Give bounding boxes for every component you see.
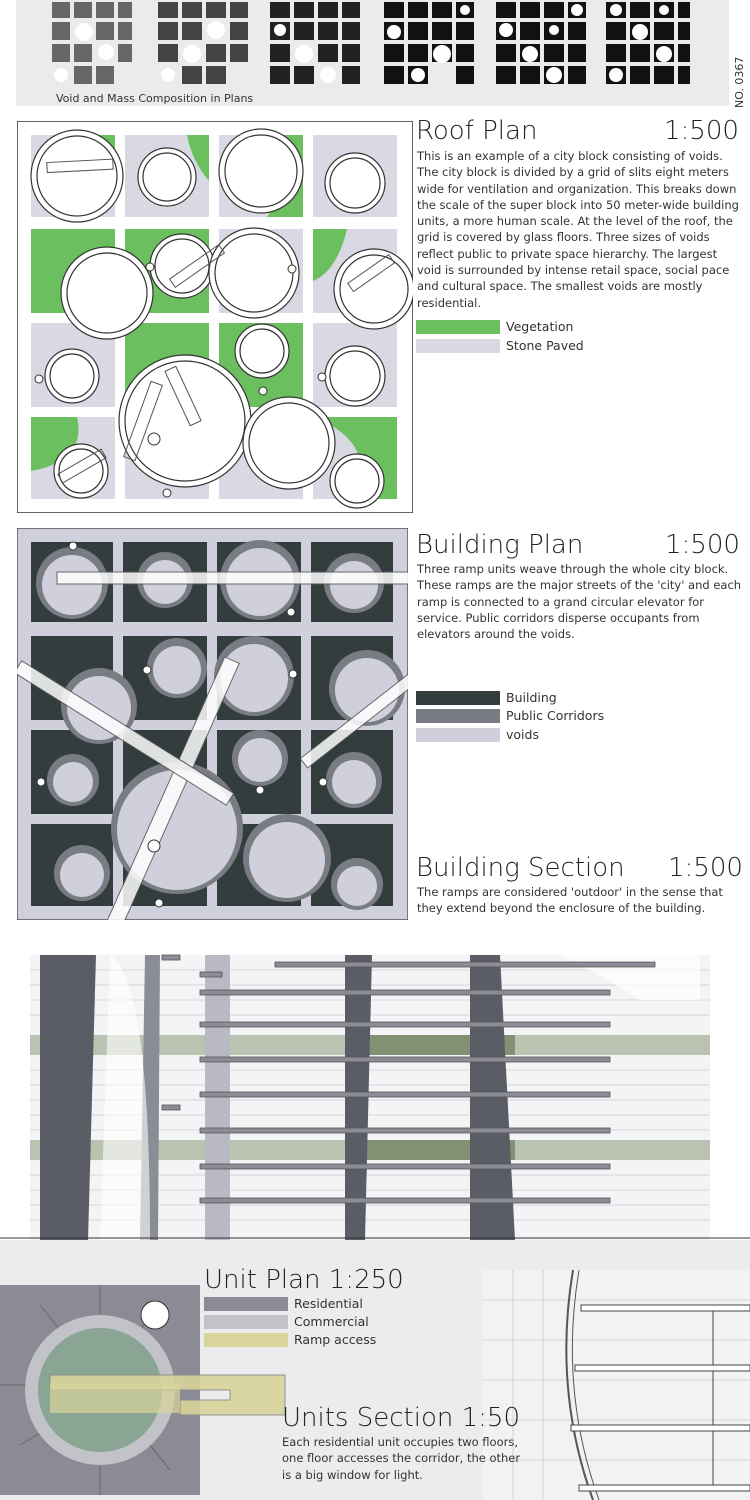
building-legend-voids-swatch bbox=[416, 728, 500, 742]
building-legend-building-label: Building bbox=[506, 690, 557, 705]
unit-legend-ramp-access-swatch bbox=[204, 1333, 288, 1347]
building-legend-voids bbox=[416, 727, 539, 742]
sheet-number: NO. 0367 bbox=[733, 56, 746, 108]
unit-legend-commercial-swatch bbox=[204, 1315, 288, 1329]
units-section-description: Each residential unit occupies two floors, one floor accesses the corridor, the other is a big window for light. bbox=[282, 1435, 521, 1482]
roof-plan-title: Roof Plan bbox=[416, 116, 538, 146]
building-section-scale: 1:500 bbox=[668, 853, 743, 883]
building-plan-title: Building Plan bbox=[416, 530, 584, 560]
unit-legend-residential-swatch bbox=[204, 1297, 288, 1311]
building-legend-voids-label: voids bbox=[506, 727, 539, 742]
composition-diagrams bbox=[16, 0, 729, 106]
building-legend-corridors-label: Public Corridors bbox=[506, 708, 605, 723]
building-plan-drawing bbox=[17, 528, 408, 920]
unit-legend-residential bbox=[204, 1296, 363, 1311]
strip-caption: Void and Mass Composition in Plans bbox=[56, 92, 254, 105]
building-legend-building-swatch bbox=[416, 691, 500, 705]
roof-plan-scale: 1:500 bbox=[664, 116, 739, 146]
composition-diagram-3 bbox=[270, 2, 360, 84]
roof-legend-stone bbox=[416, 338, 584, 353]
roof-legend-stone-swatch bbox=[416, 339, 500, 353]
building-legend-corridors bbox=[416, 708, 604, 723]
building-plan-description: Three ramp units weave through the whole city block. These ramps are the major streets of the 'city' and each ramp is connected to a grand circular elevator for service. Public corridors disperse occupants from elevators around the voids. bbox=[417, 562, 742, 642]
building-legend-building bbox=[416, 690, 557, 705]
roof-plan-drawing bbox=[17, 121, 413, 513]
roof-legend-vegetation bbox=[416, 319, 573, 334]
building-section-title: Building Section bbox=[416, 853, 625, 883]
roof-legend-vegetation-swatch bbox=[416, 320, 500, 334]
building-section-drawing bbox=[0, 940, 750, 1240]
building-plan-scale: 1:500 bbox=[665, 530, 740, 560]
composition-diagram-2 bbox=[158, 2, 248, 84]
building-legend-corridors-swatch bbox=[416, 709, 500, 723]
composition-diagram-6 bbox=[606, 2, 690, 84]
units-section-title: Units Section 1:50 bbox=[282, 1403, 520, 1433]
roof-plan-description: This is an example of a city block consisting of voids. The city block is divided by a grid of slits eight meters wide for ventilation and organization. This breaks down the scale of the super block into 50 meter-wide building units, a more human scale. At the level of the roof, the grid is covered by glass floors. Three sizes of voids reflect public to private space hierarchy. The largest void is surrounded by intense retail space, social pace and cultural space. The smallest voids are mostly residential. bbox=[417, 149, 739, 310]
unit-legend-commercial-label: Commercial bbox=[294, 1314, 369, 1329]
composition-diagram-5 bbox=[496, 2, 586, 84]
unit-legend-residential-label: Residential bbox=[294, 1296, 363, 1311]
unit-legend-commercial bbox=[204, 1314, 369, 1329]
unit-legend-ramp-access-label: Ramp access bbox=[294, 1332, 377, 1347]
composition-diagram-4 bbox=[384, 2, 474, 84]
roof-legend-vegetation-label: Vegetation bbox=[506, 319, 574, 334]
unit-legend-ramp-access bbox=[204, 1332, 376, 1347]
building-section-description: The ramps are considered 'outdoor' in the sense that they extend beyond the enclosure of the building. bbox=[417, 885, 723, 916]
unit-plan-title: Unit Plan 1:250 bbox=[204, 1265, 404, 1295]
composition-diagram-1 bbox=[52, 2, 132, 84]
roof-legend-stone-label: Stone Paved bbox=[506, 338, 584, 353]
